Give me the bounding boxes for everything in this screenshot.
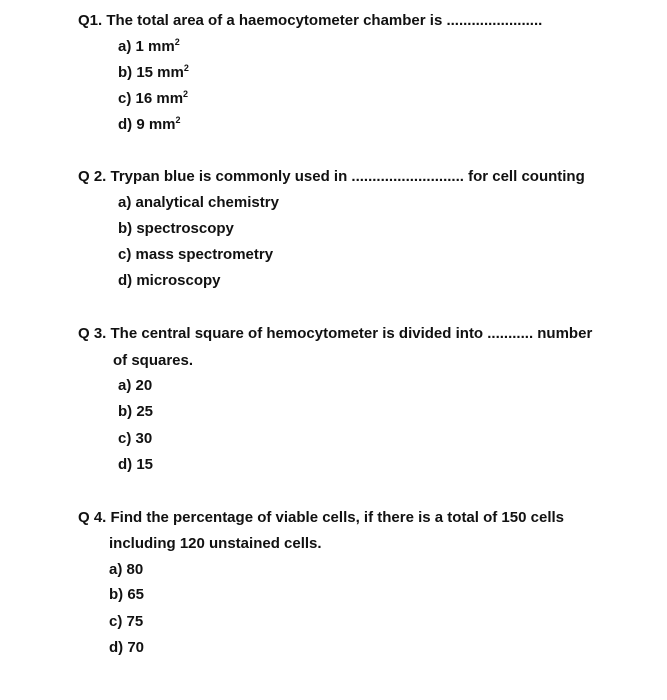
question-1-option-c: c) 16 $mm^2$	[118, 89, 189, 107]
question-3-option-d: d) 15	[118, 456, 154, 473]
question-1-stem: Q1. The total area of a haemocytometer chamber is .......................	[78, 12, 543, 29]
question-4-stem-line-2: including 120 unstained cells.	[109, 535, 322, 552]
question-1-option-b: b) 15 $mm^2$	[118, 63, 189, 81]
question-4-stem-line-1: Q 4. Find the percentage of viable cells, if there is a total of 150 cells	[78, 509, 564, 526]
question-3-option-a: a) 20	[118, 377, 153, 394]
question-4-option-b: b) 65	[109, 586, 145, 603]
question-2-option-c: c) mass spectrometry	[118, 246, 274, 263]
question-3-option-b: b) 25	[118, 403, 154, 420]
question-3-option-c: c) 30	[118, 430, 153, 447]
question-4-option-d: d) 70	[109, 639, 145, 656]
question-1-option-d: d) 9 $mm^2$	[118, 115, 181, 133]
question-1-option-a: a) 1 $mm^2$	[118, 37, 180, 55]
question-2-option-b: b) spectroscopy	[118, 220, 234, 237]
question-2-option-d: d) microscopy	[118, 272, 221, 289]
question-2-option-a: a) analytical chemistry	[118, 194, 279, 211]
question-3-stem-line-2: of squares.	[113, 352, 194, 369]
question-4-option-a: a) 80	[109, 561, 144, 578]
question-3-stem-line-1: Q 3. The central square of hemocytometer is divided into ........... number	[78, 325, 593, 342]
question-2-stem: Q 2. Trypan blue is commonly used in ........................... for cell counting	[78, 168, 585, 185]
question-4-option-c: c) 75	[109, 613, 144, 630]
